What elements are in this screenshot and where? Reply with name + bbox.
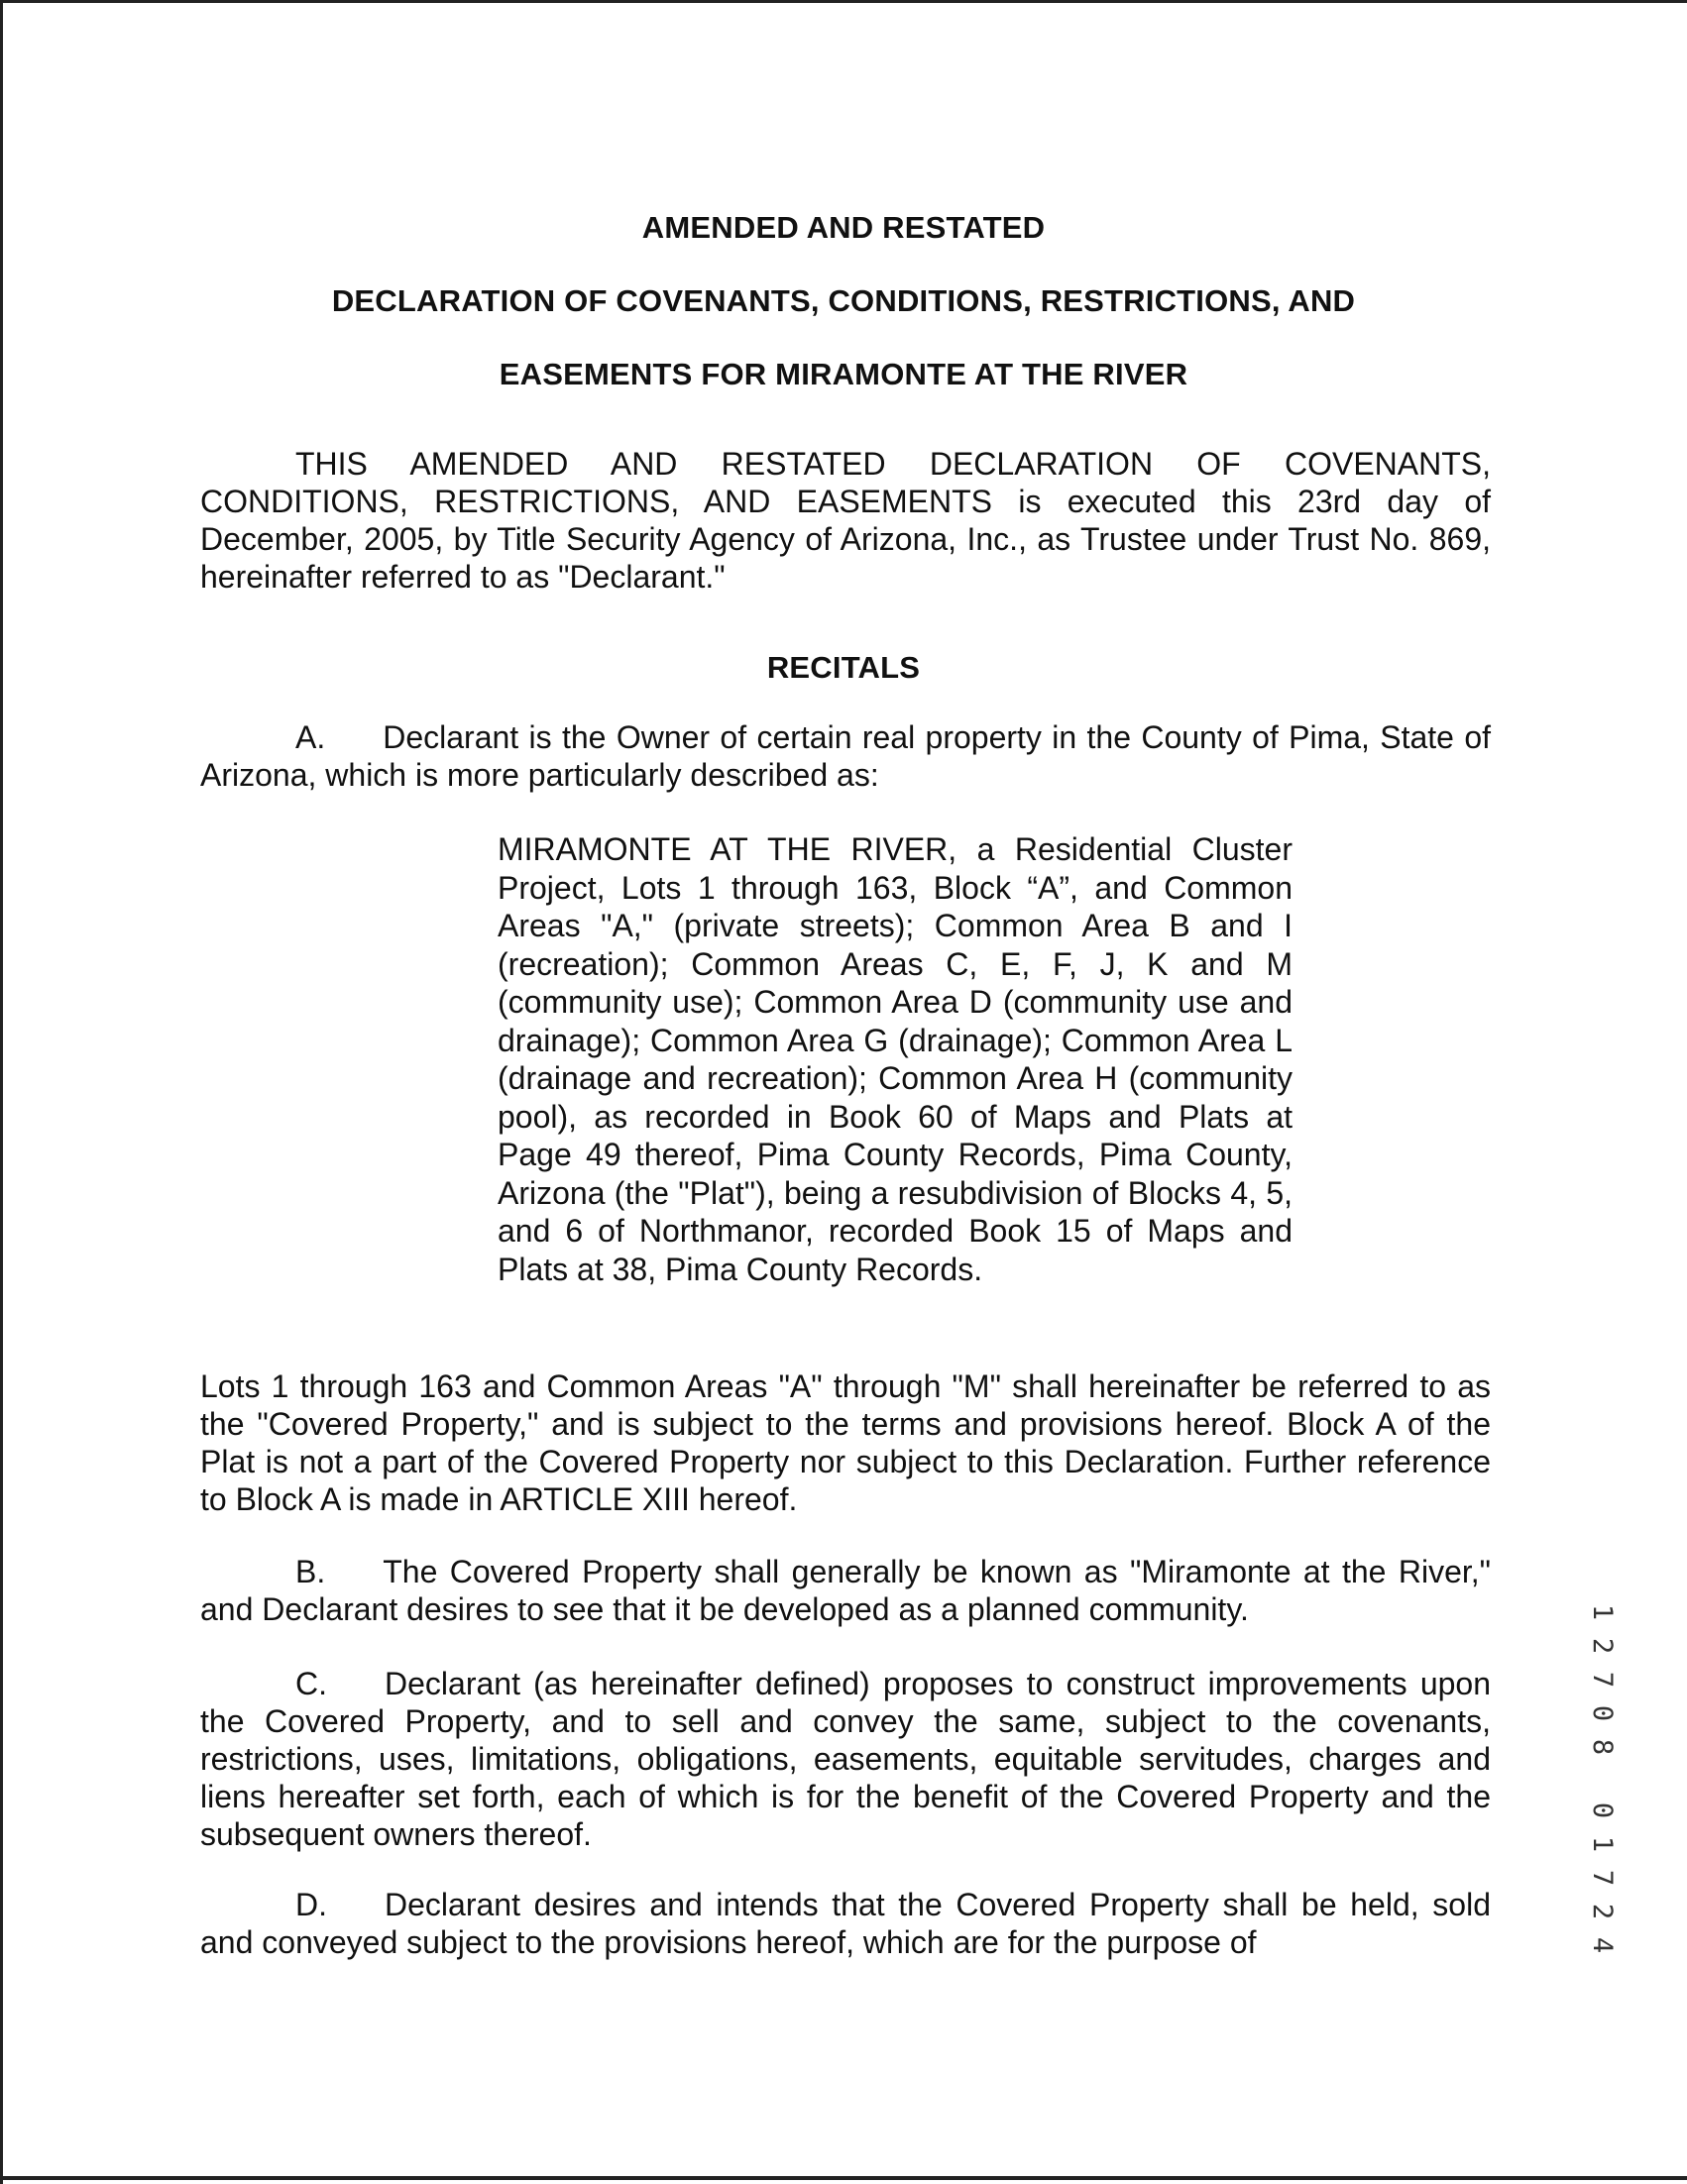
recital-c — [200, 1665, 1491, 1853]
recitals-heading: RECITALS — [766, 650, 921, 685]
recital-c-marker: C. — [295, 1666, 327, 1701]
page-border-bottom — [0, 2176, 1687, 2180]
stamp-digit: 0 — [1587, 1704, 1618, 1722]
stamp-digit: 1 — [1587, 1835, 1618, 1853]
stamp-digit: 1 — [1587, 1603, 1618, 1621]
legal-description: MIRAMONTE AT THE RIVER, a Residential Cluster Project, Lots 1 through 163, Block “A”, and Common Areas "A," (private streets); Common Area B and I (recreation); Common Areas C, E, F, J, K and M (community use); Common Area D (community use and drainage); Common Area G (drainage); Common Area L (drainage and recreation); Common Area H (community pool), as recorded in Book 60 of Maps and Plats at Page 49 thereof, Pima County Records, Pima County, Arizona (the "Plat"), being a resubdivision of Blocks 4, 5, and 6 of Northmanor, recorded Book 15 of Maps and Plats at 38, Pima County Records. — [498, 831, 1293, 1287]
stamp-digit: 7 — [1587, 1869, 1618, 1887]
recital-a-text: Declarant is the Owner of certain real property in the County of Pima, State of Arizona, which is more particularly described as: — [200, 719, 1491, 793]
stamp-digit: 2 — [1587, 1903, 1618, 1920]
recording-stamp — [1584, 1595, 1620, 1962]
stamp-digit: 4 — [1587, 1936, 1618, 1954]
stamp-spacer — [1587, 1761, 1617, 1797]
stamp-digit: 0 — [1587, 1802, 1618, 1819]
stamp-digit: 7 — [1587, 1671, 1618, 1689]
recital-b-text: The Covered Property shall generally be known as "Miramonte at the River," and Declarant desires to see that it be developed as a planned community. — [200, 1554, 1491, 1627]
intro-paragraph: THIS AMENDED AND RESTATED DECLARATION OF COVENANTS, CONDITIONS, RESTRICTIONS, AND EASEMENTS is executed this 23rd day of December, 2005, by Title Security Agency of Arizona, Inc., as Trustee under Trust No. 869, hereinafter referred to as "Declarant." — [200, 446, 1491, 595]
stamp-digit: 8 — [1587, 1738, 1618, 1756]
recital-d-text: Declarant desires and intends that the Covered Property shall be held, sold and conveyed subject to the provisions hereof, which are for the purpose of — [200, 1887, 1491, 1960]
page-border-top — [0, 0, 1687, 3]
stamp-digit: 2 — [1587, 1637, 1618, 1655]
recital-a — [200, 718, 1491, 794]
recital-a-marker: A. — [295, 719, 326, 755]
title-line-3: EASEMENTS FOR MIRAMONTE AT THE RIVER — [499, 357, 1188, 391]
recital-c-text: Declarant (as hereinafter defined) proposes to construct improvements upon the Covered Property, and to sell and convey the same, subject to the covenants, restrictions, uses, limitations, obligations, easements, equitable servitudes, charges and liens hereafter set forth, each of which is for the benefit of the Covered Property and the subsequent owners thereof. — [200, 1666, 1491, 1852]
page-border-left — [0, 0, 3, 2184]
covered-property-paragraph: Lots 1 through 163 and Common Areas "A" through "M" shall hereinafter be referred to as the "Covered Property," and is subject to the terms and provisions hereof. Block A of the Plat is not a part of the Covered Property nor subject to this Declaration. Further reference to Block A is made in ARTICLE XIII hereof. — [200, 1368, 1491, 1517]
recital-b-marker: B. — [295, 1554, 326, 1589]
recital-d — [200, 1886, 1491, 1961]
recital-d-marker: D. — [295, 1887, 327, 1922]
title-line-2: DECLARATION OF COVENANTS, CONDITIONS, RESTRICTIONS, AND — [331, 283, 1356, 318]
recital-b — [200, 1553, 1491, 1628]
title-line-1: AMENDED AND RESTATED — [641, 210, 1046, 245]
